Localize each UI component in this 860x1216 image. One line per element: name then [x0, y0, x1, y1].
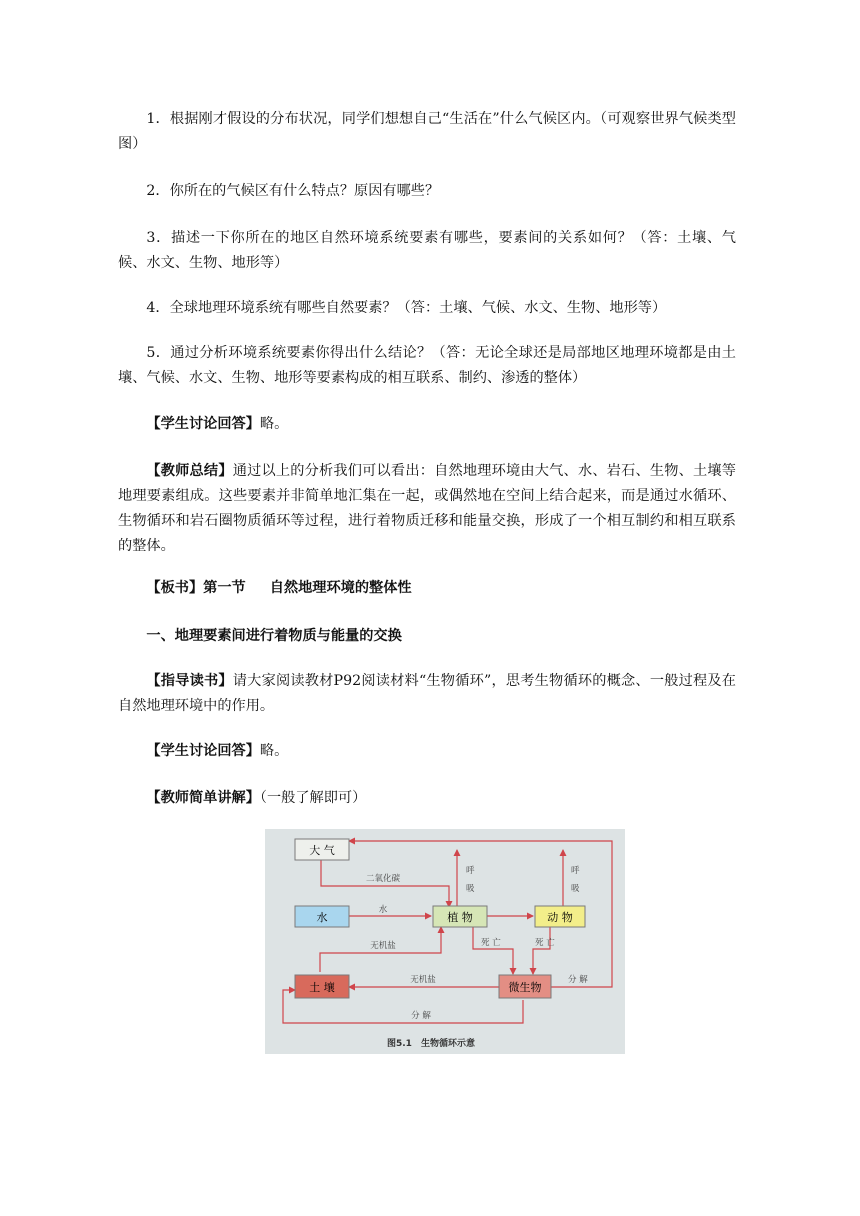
discussion-label: 【学生讨论回答】 [146, 416, 260, 432]
label-breathe-plant: 呼吸 [466, 866, 475, 894]
node-label: 植 物 [447, 911, 473, 924]
label-breathe-animal: 呼吸 [571, 866, 580, 894]
discussion-text: 略。 [259, 416, 289, 432]
lecture-label: 【教师简单讲解】 [146, 790, 260, 806]
discussion-label: 【学生讨论回答】 [146, 743, 260, 759]
node-label: 微生物 [508, 981, 542, 994]
reading-text: 请大家阅读教材P92阅读材料“生物循环”，思考生物循环的概念、一般过程及在自然地理环境中的作用。 [118, 673, 736, 714]
node-atmosphere [295, 839, 349, 860]
biological-cycle-figure [265, 829, 625, 1054]
student-discussion-1 [118, 412, 736, 437]
arrow-plant-death [473, 925, 513, 974]
question-1: 1．根据刚才假设的分布状况，同学们想想自己“生活在”什么气候区内。（可观察世界气候类型图） [118, 111, 736, 152]
discussion-text: 略。 [259, 743, 289, 759]
reading-label: 【指导读书】 [146, 673, 233, 689]
question-4: 4．全球地理环境系统有哪些自然要素？（答：土壤、气候、水文、生物、地形等） [146, 300, 667, 316]
board-section: 第一节 [203, 580, 246, 596]
label-salt-up: 无机盐 [370, 941, 396, 951]
teacher-lecture [118, 786, 736, 811]
reading-guide [118, 669, 736, 719]
board-title: 自然地理环境的整体性 [269, 580, 412, 596]
cycle-diagram [265, 829, 625, 1054]
arrow-animal-death [533, 925, 550, 974]
summary-text: 通过以上的分析我们可以看出：自然地理环境由大气、水、岩石、生物、土壤等地理要素组成。这些要素并非简单地汇集在一起，或偶然地在空间上结合起来，而是通过水循环、生物循环和岩石圈物质循环等过程，进行着物质迁移和能量交换，形成了一个相互制约和相互联系的整体。 [118, 463, 736, 554]
label-salt-left: 无机盐 [410, 975, 436, 985]
student-discussion-2 [118, 739, 736, 764]
node-water [295, 906, 349, 927]
question-5: 5．通过分析环境系统要素你得出什么结论？（答：无论全球还是局部地区地理环境都是由土壤、气候、水文、生物、地形等要素构成的相互联系、制约、渗透的整体） [118, 345, 736, 386]
label-water: 水 [378, 905, 388, 915]
board-heading [118, 576, 736, 601]
summary-label: 【教师总结】 [146, 463, 233, 479]
section-heading: 一、地理要素间进行着物质与能量的交换 [146, 628, 402, 644]
lecture-text: （一般了解即可） [259, 790, 367, 806]
node-label: 土 壤 [309, 981, 335, 994]
node-label: 大 气 [309, 844, 335, 857]
node-plant [433, 906, 487, 927]
label-death-animal: 死 亡 [535, 938, 555, 948]
question-2: 2．你所在的气候区有什么特点？原因有哪些？ [146, 183, 440, 199]
node-soil [295, 975, 349, 998]
question-3: 3．描述一下你所在的地区自然环境系统要素有哪些，要素间的关系如何？（答：土壤、气候、水文、生物、地形等） [118, 230, 736, 271]
label-death-plant: 死 亡 [481, 938, 501, 948]
label-decompose-bottom: 分 解 [411, 1011, 431, 1021]
label-decompose-right: 分 解 [568, 975, 588, 985]
teacher-summary [118, 459, 736, 559]
node-label: 水 [316, 911, 328, 924]
node-label: 动 物 [547, 911, 573, 924]
node-animal [535, 906, 585, 927]
figure-caption: 图5.1 生物循环示意 [387, 1039, 475, 1049]
board-label: 【板书】 [146, 580, 204, 596]
node-microbe [499, 975, 551, 998]
label-co2: 二氧化碳 [365, 874, 401, 884]
